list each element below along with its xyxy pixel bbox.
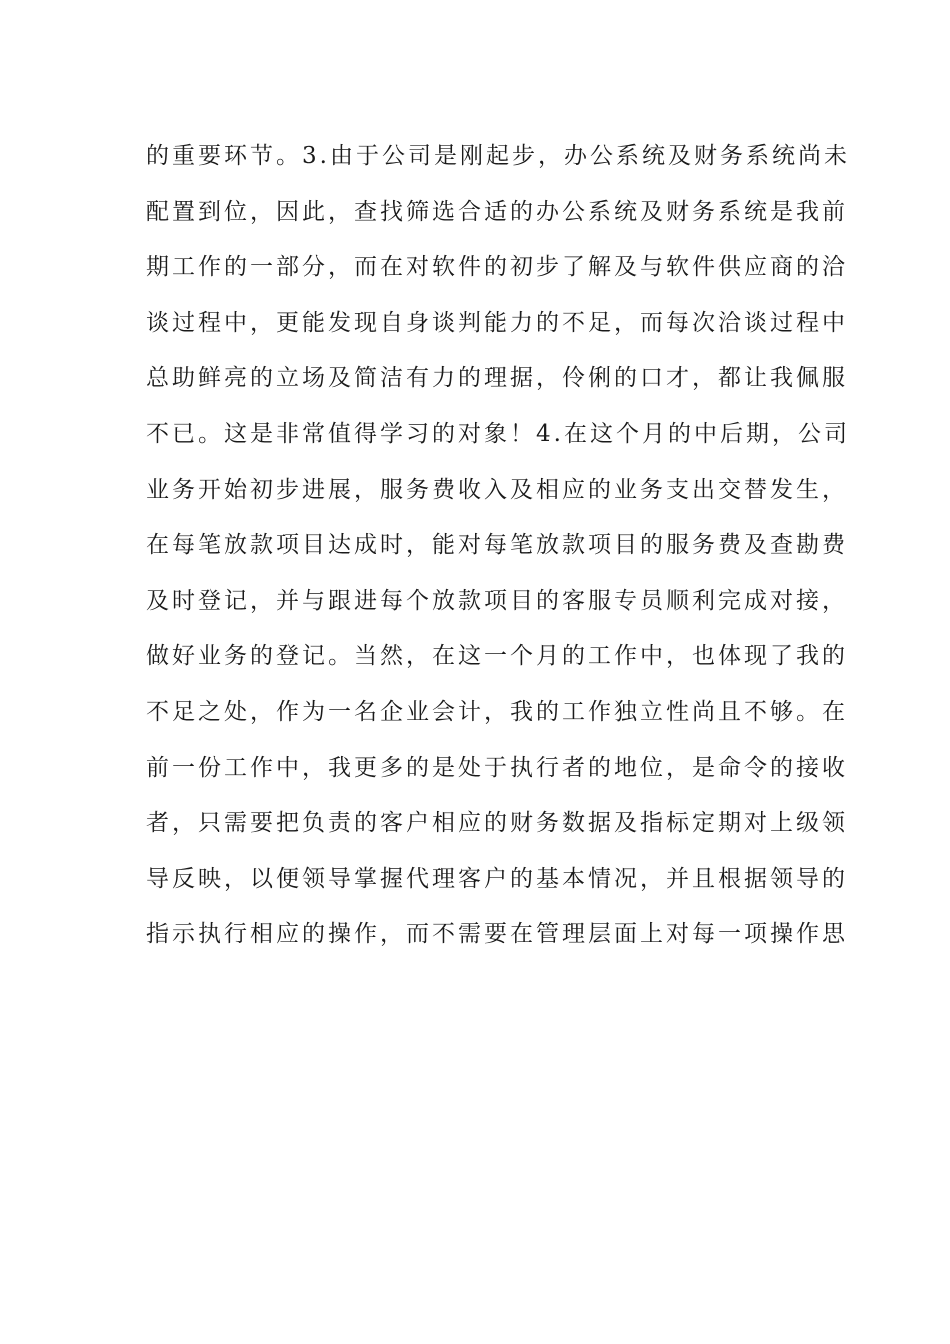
text-line: 不足之处，作为一名企业会计，我的工作独立性尚且不够。在 xyxy=(146,698,848,725)
text-line: 者，只需要把负责的客户相应的财务数据及指标定期对上级领 xyxy=(146,810,848,837)
text-line: 指示执行相应的操作，而不需要在管理层面上对每一项操作思 xyxy=(146,921,848,948)
text-line: 配置到位，因此，查找筛选合适的办公系统及财务系统是我前 xyxy=(146,198,848,225)
text-line: 前一份工作中，我更多的是处于执行者的地位，是命令的接收 xyxy=(146,754,848,781)
text-line: 业务开始初步进展，服务费收入及相应的业务支出交替发生， xyxy=(146,476,848,503)
text-line: 谈过程中，更能发现自身谈判能力的不足，而每次洽谈过程中 xyxy=(146,309,848,336)
body-text xyxy=(146,129,850,963)
text-line: 在每笔放款项目达成时，能对每笔放款项目的服务费及查勘费 xyxy=(146,532,848,559)
text-line: 的重要环节。3.由于公司是刚起步，办公系统及财务系统尚未 xyxy=(146,143,850,169)
text-line: 导反映，以便领导掌握代理客户的基本情况，并且根据领导的 xyxy=(146,865,848,892)
text-line: 做好业务的登记。当然，在这一个月的工作中，也体现了我的 xyxy=(146,643,848,670)
text-line: 总助鲜亮的立场及简洁有力的理据，伶俐的口才，都让我佩服 xyxy=(146,365,848,392)
text-line: 期工作的一部分，而在对软件的初步了解及与软件供应商的洽 xyxy=(146,254,848,281)
text-line: 及时登记，并与跟进每个放款项目的客服专员顺利完成对接， xyxy=(146,587,848,614)
text-line: 不已。这是非常值得学习的对象！4.在这个月的中后期，公司 xyxy=(146,420,850,447)
